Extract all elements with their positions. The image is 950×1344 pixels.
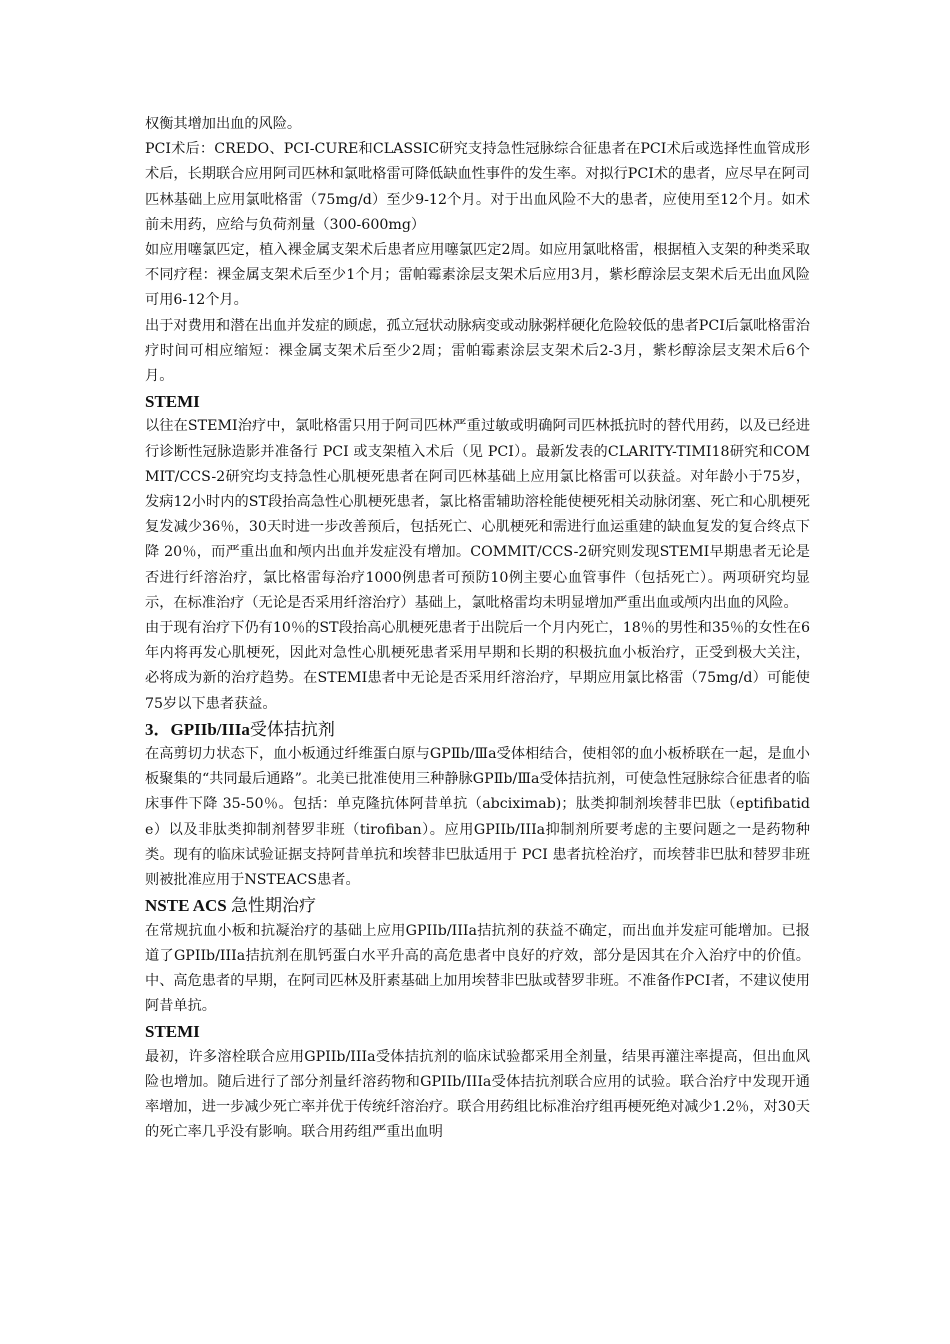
paragraph-intro: 权衡其增加出血的风险。 bbox=[145, 116, 302, 132]
paragraph-shortened-therapy: 出于对费用和潜在出血并发症的顾虑，孤立冠状动脉病变或动脉粥样硬化危险较低的患者PCI后氯吡格雷治疗时间可相应缩短：裸金属支架术后至少2周；雷帕霉素涂层支架术后2-3月，紫杉醇涂层支架术后6个月。 bbox=[145, 317, 810, 385]
paragraph-stemi-thrombolysis: 最初，许多溶栓联合应用GPIIb/IIIa受体拮抗剂的临床试验都采用全剂量，结果再灌注率提高，但出血风险也增加。随后进行了部分剂量纤溶药物和GPIIb/IIIa受体拮抗剂联合应用的试验。联合治疗中发现开通率增加，进一步减少死亡率并优于传统纤溶治疗。联合用药组比标准治疗组再梗死绝对减少1.2％，对30天的死亡率几乎没有影响。联合用药组严重出血明 bbox=[145, 1048, 810, 1141]
section-heading-gp-antagonist bbox=[145, 717, 810, 742]
heading-nste-label: NSTE ACS bbox=[145, 896, 227, 916]
heading-nste-title: 急性期治疗 bbox=[230, 896, 316, 916]
document-page bbox=[145, 112, 810, 1145]
paragraph-nste-treatment: 在常规抗血小板和抗凝治疗的基础上应用GPIIb/IIIa拮抗剂的获益不确定，而出血并发症可能增加。已报道了GPIIb/IIIa拮抗剂在肌钙蛋白水平升高的高危患者中良好的疗效，部分是因其在介入治疗中的价值。中、高危患者的早期，在阿司匹林及肝素基础上加用埃替非巴肽或替罗非班。不准备作PCI者，不建议使用阿昔单抗。 bbox=[145, 922, 810, 1015]
section-heading-stemi: STEMI bbox=[145, 392, 200, 412]
section-heading-nste-acs bbox=[145, 893, 810, 918]
paragraph-stemi-clopidogrel: 以往在STEMI治疗中，氯吡格雷只用于阿司匹林严重过敏或明确阿司匹林抵抗时的替代用药，以及已经进行诊断性冠脉造影并准备行 PCI 或支架植入术后（见 PCI）。最新发表的CLARITY-TIMI18研究和COMMIT/CCS-2研究均支持急性心肌梗死患者在阿司匹林基础上应用氯比格雷可以获益。对年龄小于75岁，发病12小时内的ST段抬高急性心肌梗死患者，氯比格雷辅助溶栓能使梗死相关动脉闭塞、死亡和心肌梗死复发减少36％，30天时进一步改善预后，包括死亡、心肌梗死和需进行血运重建的缺血复发的复合终点下降 20％，而严重出血和颅内出血并发症没有增加。COMMIT/CCS-2研究则发现STEMI早期患者无论是否进行纤溶治疗，氯比格雷每治疗1000例患者可预防10例主要心血管事件（包括死亡）。两项研究均显示，在标准治疗（无论是否采用纤溶治疗）基础上，氯吡格雷均未明显增加严重出血或颅内出血的风险。 bbox=[145, 418, 810, 611]
heading-gp-title: 受体拮抗剂 bbox=[249, 719, 335, 739]
paragraph-gp-mechanism: 在高剪切力状态下，血小板通过纤维蛋白原与GPⅡb/Ⅲa受体相结合，使相邻的血小板桥联在一起，是血小板聚集的“共同最后通路”。北美已批准使用三种静脉GPⅡb/Ⅲa受体拮抗剂，可使急性冠脉综合征患者的临床事件下降 35-50％。包括：单克隆抗体阿昔单抗（abciximab)；肽类抑制剂埃替非巴肽（eptifibatide）以及非肽类抑制剂替罗非班（tirofiban）。应用GPIIb/IIIa抑制剂所要考虑的主要问题之一是药物种类。现有的临床试验证据支持阿昔单抗和埃替非巴肽适用于 PCI 患者抗栓治疗，而埃替非巴肽和替罗非班则被批准应用于NSTEACS患者。 bbox=[145, 746, 810, 889]
paragraph-stemi-trend: 由于现有治疗下仍有10％的ST段抬高心肌梗死患者于出院后一个月内死亡，18％的男性和35％的女性在6年内将再发心肌梗死，因此对急性心肌梗死患者采用早期和长期的积极抗血小板治疗，正受到极大关注，必将成为新的治疗趋势。在STEMI患者中无论是否采用纤溶治疗，早期应用氯比格雷（75mg/d）可能使75岁以下患者获益。 bbox=[145, 620, 810, 712]
heading-gp-label: 3．GPIIb/IIIa bbox=[145, 719, 250, 739]
paragraph-pci-duration: PCI术后：CREDO、PCI-CURE和CLASSIC研究支持急性冠脉综合征患者在PCI术后或选择性血管成形术后，长期联合应用阿司匹林和氯吡格雷可降低缺血性事件的发生率。对拟行PCI术的患者，应尽早在阿司匹林基础上应用氯吡格雷（75mg/d）至少9-12个月。对于出血风险不大的患者，应使用至12个月。如术前未用药，应给与负荷剂量（300-600mg） bbox=[145, 141, 810, 233]
section-heading-stemi-2: STEMI bbox=[145, 1022, 200, 1042]
paragraph-ticlopidine-stent: 如应用噻氯匹定，植入裸金属支架术后患者应用噻氯匹定2周。如应用氯吡格雷，根据植入支架的种类采取不同疗程：裸金属支架术后至少1个月；雷帕霉素涂层支架术后应用3月，紫杉醇涂层支架术后无出血风险可用6-12个月。 bbox=[145, 242, 810, 309]
